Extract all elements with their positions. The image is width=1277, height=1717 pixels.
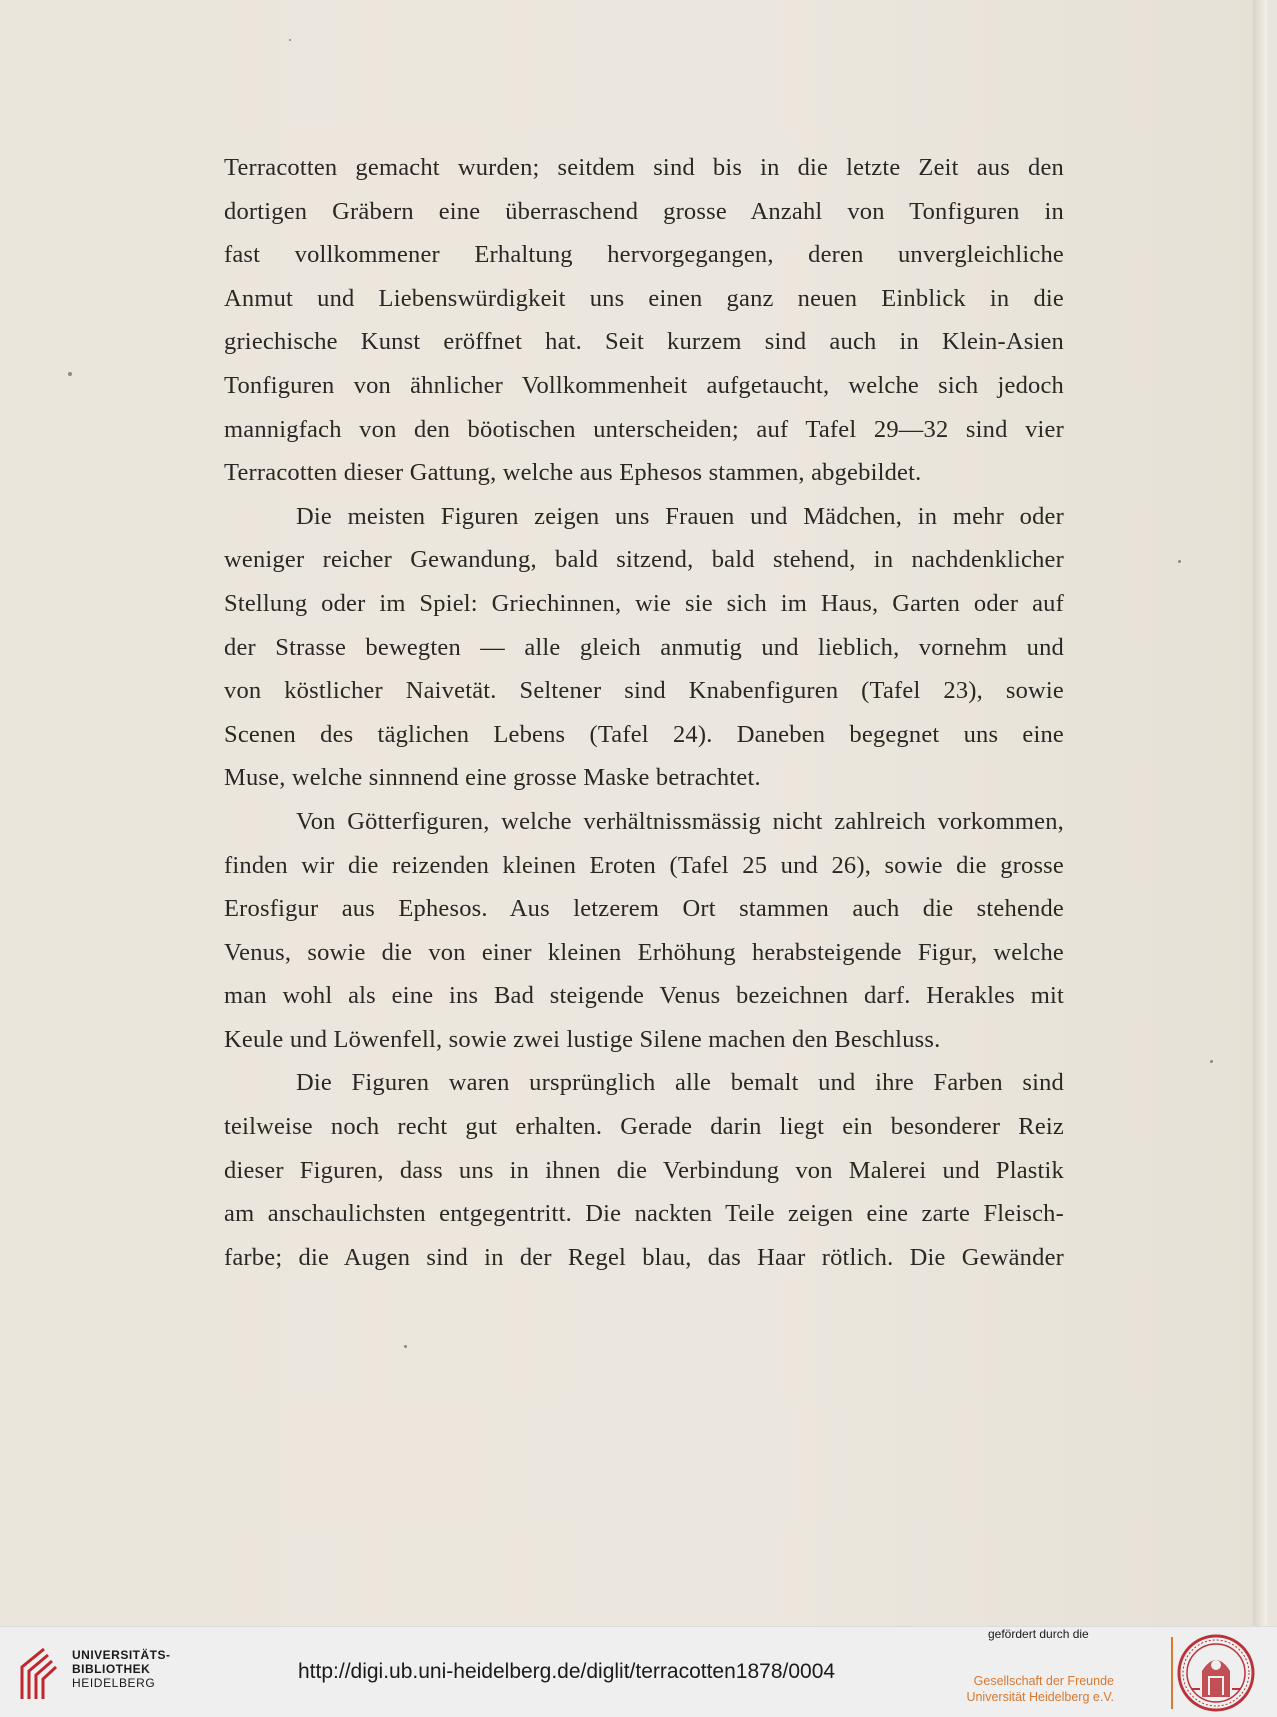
text-line: Scenen des täglichen Lebens (Tafel 24). Daneben begegnet uns eine bbox=[224, 720, 1064, 748]
footer-bar bbox=[0, 1626, 1277, 1717]
text-line: dortigen Gräbern eine überraschend grosse Anzahl von Tonfiguren in bbox=[224, 197, 1064, 225]
university-seal-icon[interactable] bbox=[1176, 1631, 1256, 1715]
university-library-logo-icon[interactable] bbox=[14, 1645, 64, 1701]
text-line: farbe; die Augen sind in der Regel blau, das Haar rötlich. Die Gewänder bbox=[224, 1243, 1064, 1271]
text-line: finden wir die reizenden kleinen Eroten (Tafel 25 und 26), sowie die grosse bbox=[224, 851, 1064, 879]
text-line: am anschaulichsten entgegentritt. Die nackten Teile zeigen eine zarte Fleisch- bbox=[224, 1200, 1064, 1228]
library-name-line: BIBLIOTHEK bbox=[72, 1662, 151, 1676]
text-line: Muse, welche sinnnend eine grosse Maske betrachtet. bbox=[224, 764, 761, 792]
text-line: Von Götterfiguren, welche verhältnissmässig nicht zahlreich vorkommen, bbox=[296, 807, 1064, 835]
text-line: fast vollkommener Erhaltung hervorgegangen, deren unvergleichliche bbox=[224, 241, 1064, 269]
text-line: Stellung oder im Spiel: Griechinnen, wie sie sich im Haus, Garten oder auf bbox=[224, 589, 1064, 617]
body-text bbox=[224, 146, 1064, 1279]
text-line: Anmut und Liebenswürdigkeit uns einen ganz neuen Einblick in die bbox=[224, 284, 1064, 312]
text-line: Keule und Löwenfell, sowie zwei lustige Silene machen den Beschluss. bbox=[224, 1025, 941, 1053]
sponsor-name-line: Universität Heidelberg e.V. bbox=[966, 1690, 1114, 1704]
text-line: Die Figuren waren ursprünglich alle bemalt und ihre Farben sind bbox=[296, 1069, 1064, 1097]
text-line: Venus, sowie die von einer kleinen Erhöhung herabsteigende Figur, welche bbox=[224, 938, 1064, 966]
text-line: mannigfach von den böotischen unterscheiden; auf Tafel 29—32 sind vier bbox=[224, 415, 1064, 443]
text-line: Terracotten gemacht wurden; seitdem sind bis in die letzte Zeit aus den bbox=[224, 154, 1064, 181]
library-name-line: HEIDELBERG bbox=[72, 1676, 156, 1690]
text-line: dieser Figuren, dass uns in ihnen die Verbindung von Malerei und Plastik bbox=[224, 1156, 1064, 1184]
text-line: Terracotten dieser Gattung, welche aus Ephesos stammen, abgebildet. bbox=[224, 459, 922, 487]
page-edge bbox=[1253, 0, 1267, 1626]
library-name-line: UNIVERSITÄTS- bbox=[72, 1648, 171, 1662]
library-name bbox=[72, 1648, 171, 1690]
text-line: der Strasse bewegten — alle gleich anmutig und lieblich, vornehm und bbox=[224, 633, 1064, 661]
text-line: Tonfiguren von ähnlicher Vollkommenheit aufgetaucht, welche sich jedoch bbox=[224, 371, 1064, 399]
text-line: Erosfigur aus Ephesos. Aus letzerem Ort stammen auch die stehende bbox=[224, 895, 1064, 923]
text-line: weniger reicher Gewandung, bald sitzend, bald stehend, in nachdenklicher bbox=[224, 546, 1064, 574]
permalink-url[interactable]: http://digi.ub.uni-heidelberg.de/diglit/terracotten1878/0004 bbox=[298, 1660, 836, 1683]
text-line: Die meisten Figuren zeigen uns Frauen und Mädchen, in mehr oder bbox=[296, 502, 1064, 530]
text-line: teilweise noch recht gut erhalten. Gerade darin liegt ein besonderer Reiz bbox=[224, 1113, 1064, 1141]
sponsor-label: gefördert durch die bbox=[988, 1627, 1089, 1641]
text-line: von köstlicher Naivetät. Seltener sind Knabenfiguren (Tafel 23), sowie bbox=[224, 677, 1064, 705]
text-line: griechische Kunst eröffnet hat. Seit kurzem sind auch in Klein-Asien bbox=[224, 328, 1064, 356]
sponsor-name[interactable] bbox=[958, 1673, 1114, 1705]
sponsor-name-line: Gesellschaft der Freunde bbox=[973, 1674, 1114, 1688]
footer-divider bbox=[1171, 1637, 1173, 1709]
text-line: man wohl als eine ins Bad steigende Venus bezeichnen darf. Herakles mit bbox=[224, 982, 1064, 1010]
